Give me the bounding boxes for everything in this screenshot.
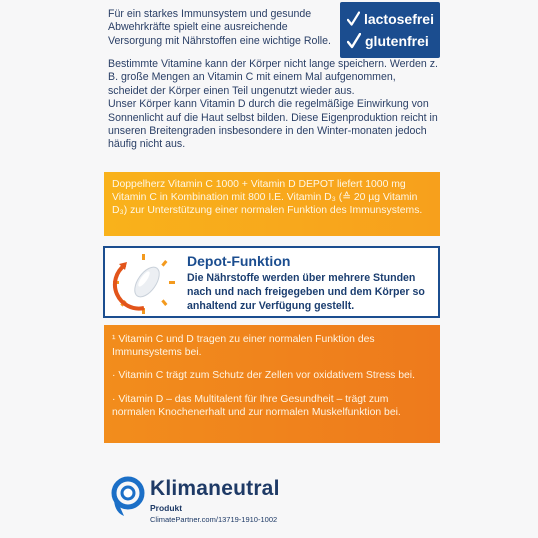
badge-label-lactosefrei: lactosefrei xyxy=(363,11,434,27)
body-paragraph-vitamin-d: Unser Körper kann Vitamin D durch die regelmäßige Einwirkung von Sonnenlicht auf die Haut selbst bilden. Diese Eigenproduktion reicht in unseren Breitengraden insbesondere in den Winter-monaten jedoch häufig nicht aus. xyxy=(108,98,438,151)
health-claims-box xyxy=(104,325,440,443)
depot-description: Die Nährstoffe werden über mehrere Stunden nach und nach freigegeben und dem Körper so anhaltend zur Verfügung gestellt. xyxy=(187,272,425,312)
allergen-badge xyxy=(340,2,440,58)
body-text xyxy=(108,58,438,152)
intro-paragraph: Für ein starkes Immunsystem und gesunde Abwehrkräfte spielt eine ausreichende Versorgung mit Nährstoffen eine wichtige Rolle. xyxy=(108,8,331,47)
intro-text xyxy=(108,8,340,48)
badge-row-lactosefrei xyxy=(347,8,434,30)
claim-item: ¹ Vitamin C und D tragen zu einer normalen Funktion des Immunsystems bei. xyxy=(112,334,375,359)
depot-title: Depot-Funktion xyxy=(187,253,291,269)
product-info-text: Doppelherz Vitamin C 1000 + Vitamin D DEPOT liefert 1000 mg Vitamin C in Kombination mit 800 I.E. Vitamin D₃ (≙ 20 µg Vitamin D₃) zur Unterstützung einer normalen Funktion des Immunsystems. xyxy=(112,179,423,216)
check-icon xyxy=(347,33,361,49)
climate-neutral-subtitle: Produkt xyxy=(150,503,183,513)
climate-neutral-title: Klimaneutral xyxy=(150,477,280,500)
badge-label-glutenfrei: glutenfrei xyxy=(365,33,429,49)
climate-partner-url: ClimatePartner.com/13719-1910-1002 xyxy=(150,515,278,524)
body-paragraph-vitamin-c: Bestimmte Vitamine kann der Körper nicht lange speichern. Werden z. B. große Mengen an Vitamin C mit einem Mal aufgenommen, scheidet der Körper einen Teil ungenutzt wieder aus. xyxy=(108,58,438,97)
climate-neutral-label xyxy=(108,472,348,528)
depot-function-box xyxy=(103,246,440,318)
badge-row-glutenfrei xyxy=(347,30,434,52)
climatepartner-logo-icon xyxy=(110,476,146,518)
depot-clock-icon xyxy=(111,252,177,316)
product-info-box xyxy=(104,172,440,236)
claim-item: · Vitamin D – das Multitalent für Ihre Gesundheit – trägt zum normalen Knochenerhalt und zur normalen Muskelfunktion bei. xyxy=(112,393,401,418)
claim-item: · Vitamin C trägt zum Schutz der Zellen vor oxidativem Stress bei. xyxy=(112,370,415,382)
check-icon xyxy=(347,11,360,27)
